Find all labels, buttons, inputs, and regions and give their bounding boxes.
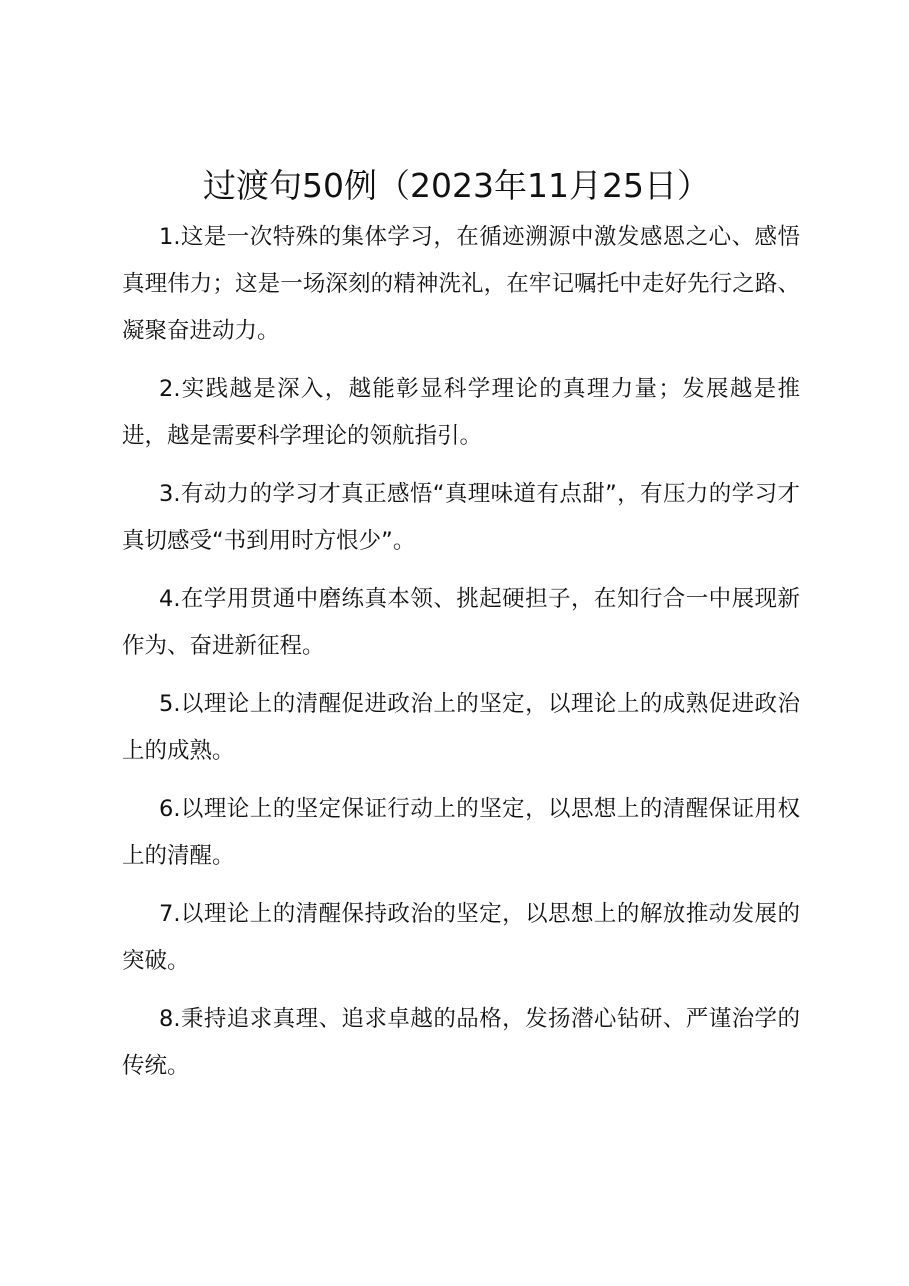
paragraph-2: 2.实践越是深入，越能彰显科学理论的真理力量；发展越是推进，越是需要科学理论的领航指引。 — [122, 376, 800, 449]
paragraph-3: 3.有动力的学习才真正感悟“真理味道有点甜”，有压力的学习才真切感受“书到用时方恨少”。 — [122, 481, 800, 554]
paragraph-5: 5.以理论上的清醒促进政治上的坚定，以理论上的成熟促进政治上的成熟。 — [122, 691, 800, 764]
paragraph-8: 8.秉持追求真理、追求卓越的品格，发扬潜心钻研、严谨治学的传统。 — [122, 1006, 800, 1079]
paragraph-6: 6.以理论上的坚定保证行动上的坚定，以思想上的清醒保证用权上的清醒。 — [122, 796, 800, 869]
document-body — [122, 214, 800, 1101]
paragraph-1: 1.这是一次特殊的集体学习，在循迹溯源中激发感恩之心、感悟真理伟力；这是一场深刻的精神洗礼，在牢记嘱托中走好先行之路、凝聚奋进动力。 — [122, 224, 800, 344]
paragraph-4: 4.在学用贯通中磨练真本领、挑起硬担子，在知行合一中展现新作为、奋进新征程。 — [122, 586, 800, 659]
paragraph-7: 7.以理论上的清醒保持政治的坚定，以思想上的解放推动发展的突破。 — [122, 901, 800, 974]
document-title: 过渡句50例（2023年11月25日） — [203, 166, 710, 205]
